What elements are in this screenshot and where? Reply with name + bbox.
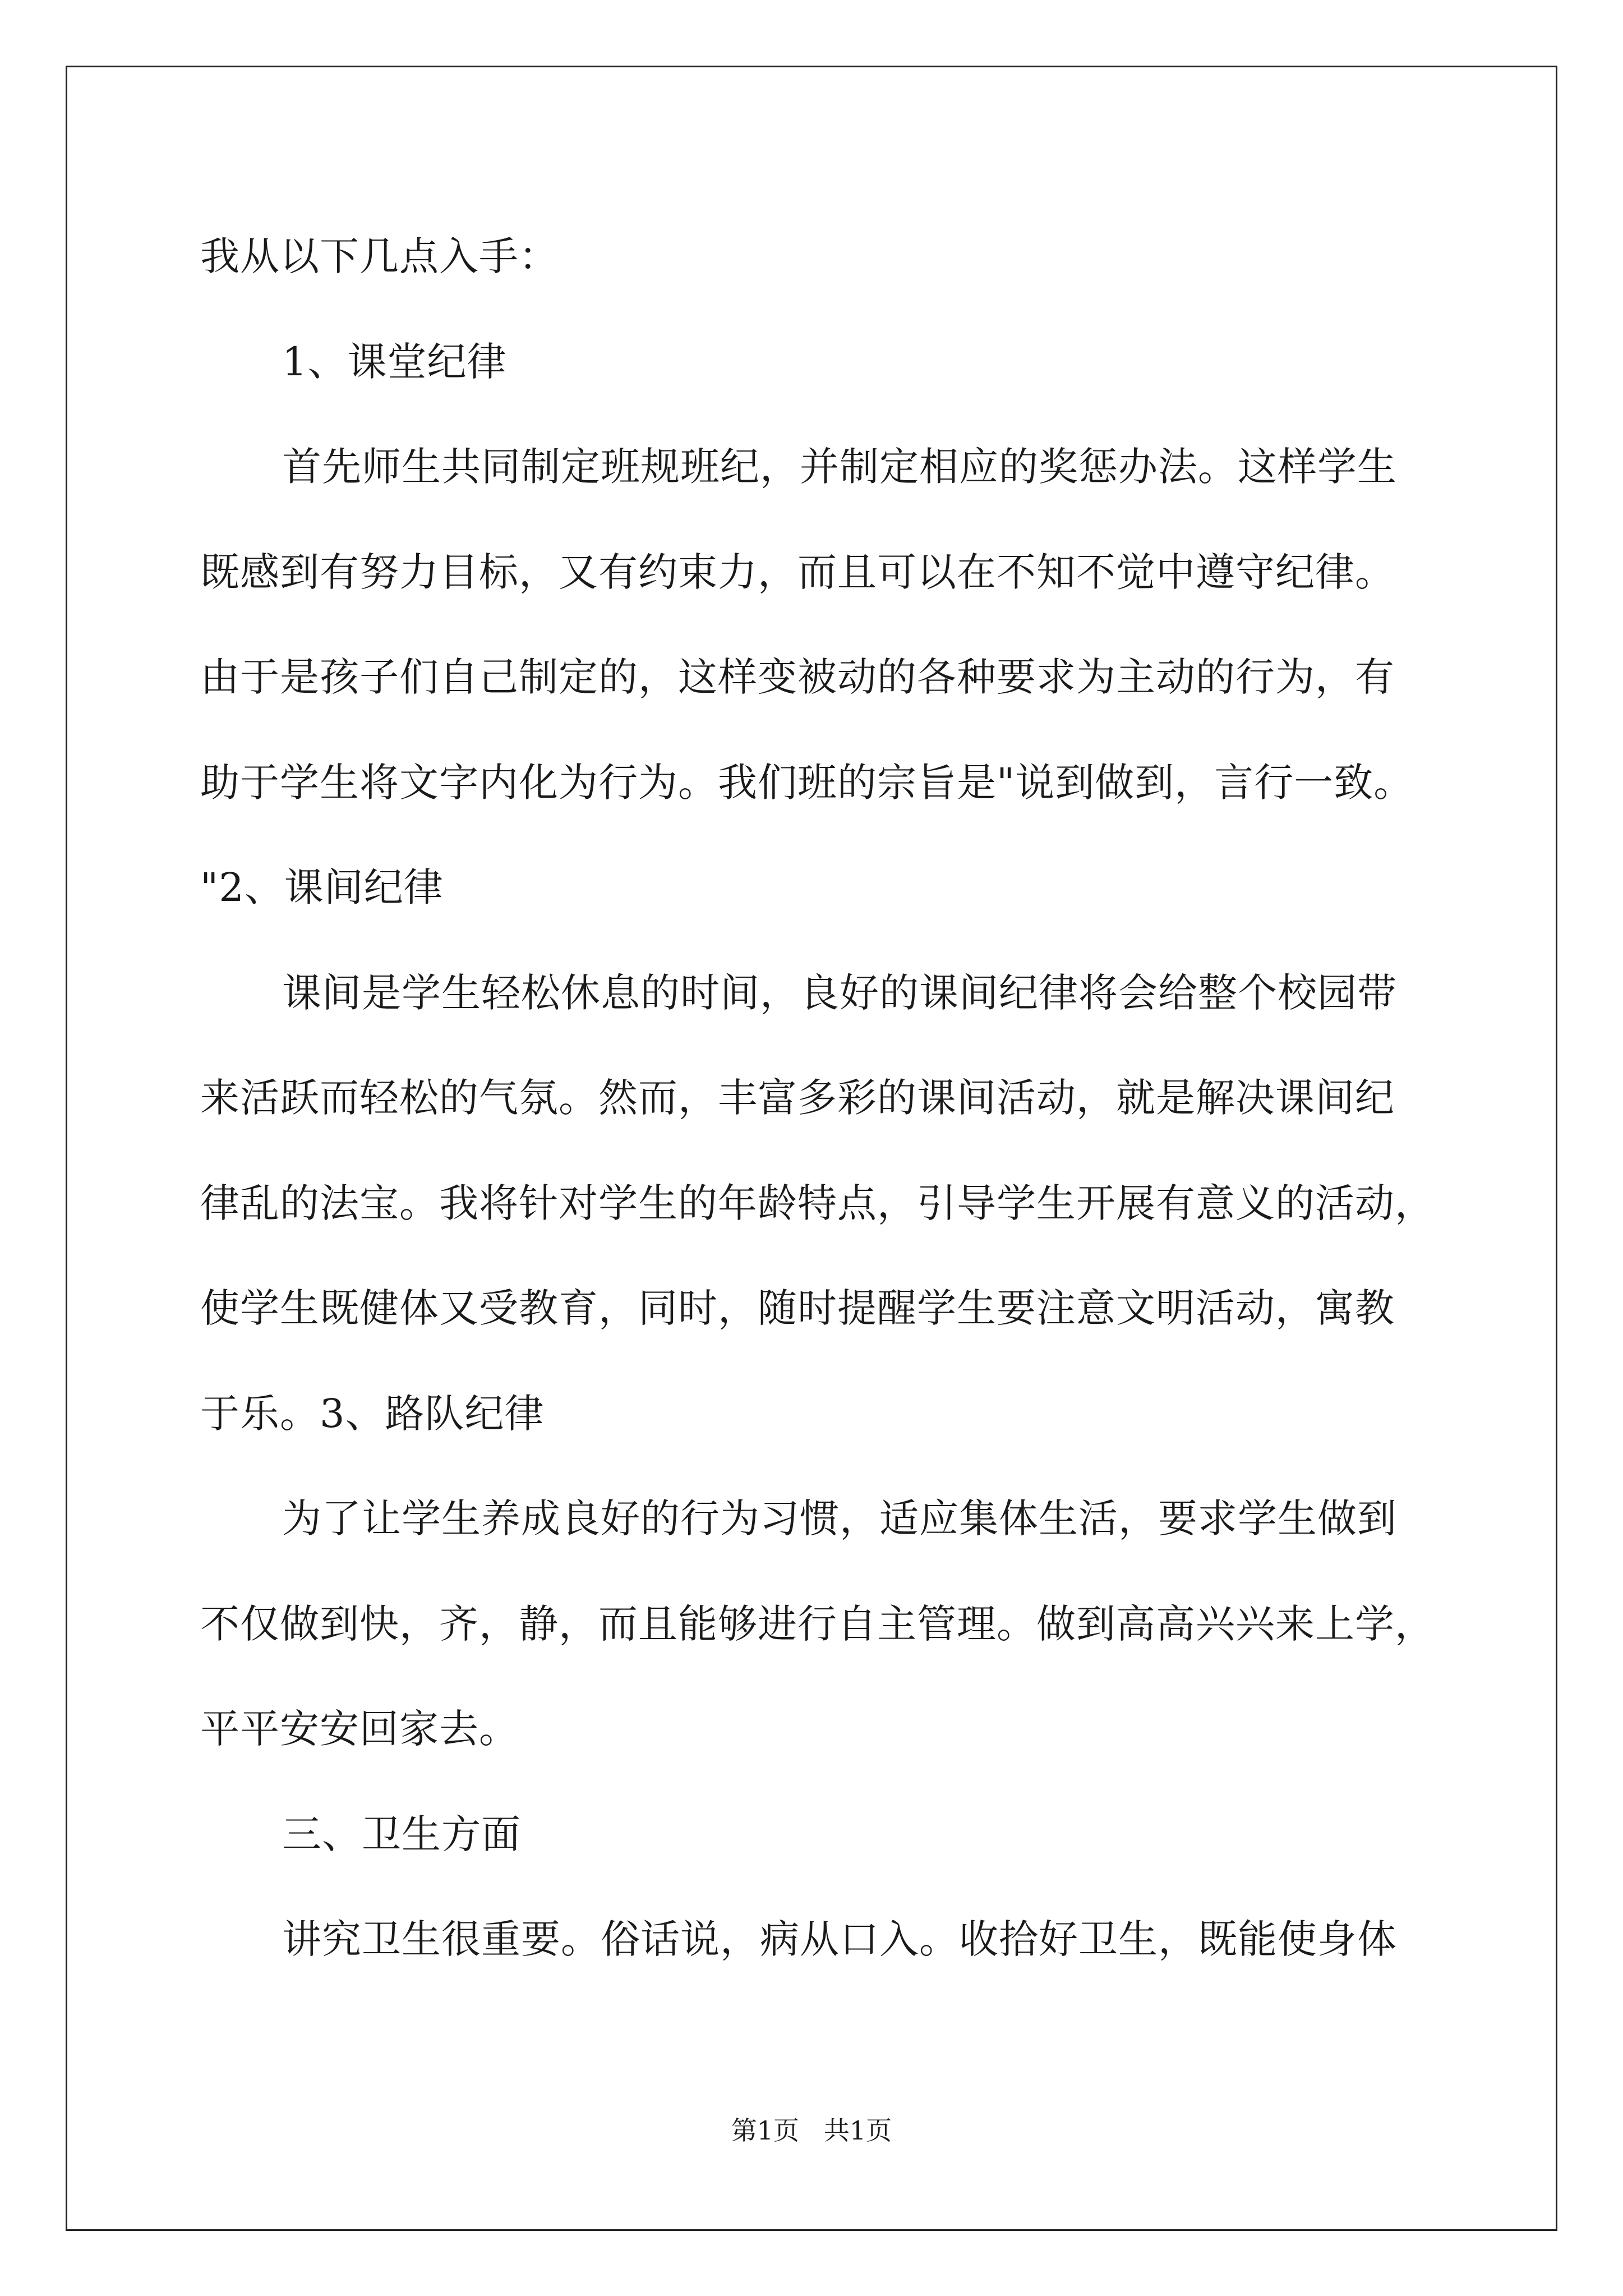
text-line: 平平安安回家去。	[200, 1706, 519, 1752]
text-line: 既感到有努力目标，又有约束力，而且可以在不知不觉中遵守纪律。	[200, 549, 1395, 595]
text-line: 不仅做到快，齐，静，而且能够进行自主管理。做到高高兴兴来上学，	[200, 1601, 1435, 1647]
page-number-footer: 第1页 共1页	[731, 2115, 892, 2146]
text-line: 律乱的法宝。我将针对学生的年龄特点，引导学生开展有意义的活动，	[200, 1180, 1435, 1226]
text-line: 我从以下几点入手：	[200, 233, 559, 279]
text-line: 首先师生共同制定班规班纪，并制定相应的奖惩办法。这样学生	[282, 444, 1397, 490]
text-line: 由于是孩子们自己制定的，这样变被动的各种要求为主动的行为，有	[200, 654, 1395, 700]
text-line: 于乐。3、路队纪律	[200, 1391, 545, 1437]
text-line: "2、课间纪律	[200, 864, 444, 910]
text-line: 来活跃而轻松的气氛。然而，丰富多彩的课间活动，就是解决课间纪	[200, 1075, 1395, 1121]
text-line: 课间是学生轻松休息的时间，良好的课间纪律将会给整个校园带	[282, 970, 1397, 1016]
text-line: 助于学生将文字内化为行为。我们班的宗旨是"说到做到，言行一致。	[200, 760, 1414, 806]
text-line: 为了让学生养成良好的行为习惯，适应集体生活，要求学生做到	[282, 1496, 1397, 1542]
section-heading: 1、课堂纪律	[282, 339, 507, 385]
text-line: 使学生既健体又受教育，同时，随时提醒学生要注意文明活动，寓教	[200, 1285, 1395, 1331]
section-heading: 三、卫生方面	[282, 1811, 521, 1857]
page-border	[66, 66, 1557, 2231]
text-line: 讲究卫生很重要。俗话说，病从口入。收拾好卫生，既能使身体	[282, 1916, 1397, 1962]
